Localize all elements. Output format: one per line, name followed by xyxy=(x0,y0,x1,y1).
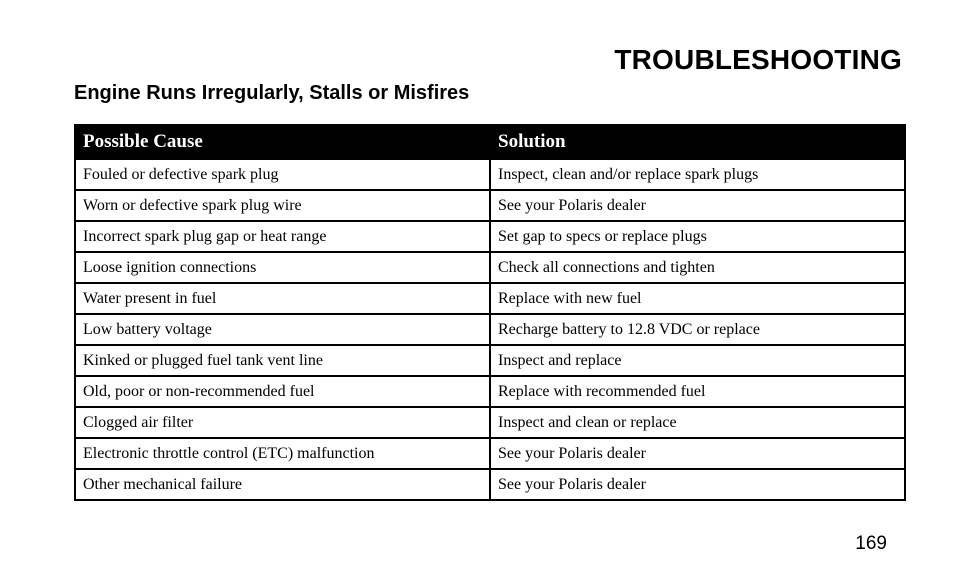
table-row xyxy=(75,221,905,252)
table-body xyxy=(75,159,905,500)
solution-cell: See your Polaris dealer xyxy=(490,469,905,500)
solution-cell: Inspect and clean or replace xyxy=(490,407,905,438)
table-row xyxy=(75,407,905,438)
table-header xyxy=(75,125,905,159)
table-row xyxy=(75,376,905,407)
table-row xyxy=(75,283,905,314)
cause-cell: Low battery voltage xyxy=(75,314,490,345)
table-row xyxy=(75,252,905,283)
header-solution: Solution xyxy=(490,125,905,159)
cause-cell: Loose ignition connections xyxy=(75,252,490,283)
header-possible-cause: Possible Cause xyxy=(75,125,490,159)
solution-cell: Inspect and replace xyxy=(490,345,905,376)
table-row xyxy=(75,345,905,376)
table-row xyxy=(75,190,905,221)
page-title: TROUBLESHOOTING xyxy=(614,44,902,75)
solution-cell: Check all connections and tighten xyxy=(490,252,905,283)
cause-cell: Clogged air filter xyxy=(75,407,490,438)
solution-cell: Set gap to specs or replace plugs xyxy=(490,221,905,252)
table-row xyxy=(75,438,905,469)
cause-cell: Fouled or defective spark plug xyxy=(75,159,490,190)
section-title: Engine Runs Irregularly, Stalls or Misfires xyxy=(74,82,470,104)
solution-cell: See your Polaris dealer xyxy=(490,438,905,469)
table-row xyxy=(75,469,905,500)
page-number: 169 xyxy=(855,533,887,554)
solution-cell: See your Polaris dealer xyxy=(490,190,905,221)
troubleshooting-table xyxy=(74,124,906,501)
solution-cell: Recharge battery to 12.8 VDC or replace xyxy=(490,314,905,345)
solution-cell: Inspect, clean and/or replace spark plugs xyxy=(490,159,905,190)
table-row xyxy=(75,159,905,190)
cause-cell: Water present in fuel xyxy=(75,283,490,314)
cause-cell: Worn or defective spark plug wire xyxy=(75,190,490,221)
cause-cell: Electronic throttle control (ETC) malfunction xyxy=(75,438,490,469)
solution-cell: Replace with recommended fuel xyxy=(490,376,905,407)
solution-cell: Replace with new fuel xyxy=(490,283,905,314)
header-row xyxy=(75,125,905,159)
cause-cell: Old, poor or non-recommended fuel xyxy=(75,376,490,407)
cause-cell: Kinked or plugged fuel tank vent line xyxy=(75,345,490,376)
cause-cell: Other mechanical failure xyxy=(75,469,490,500)
table-row xyxy=(75,314,905,345)
cause-cell: Incorrect spark plug gap or heat range xyxy=(75,221,490,252)
